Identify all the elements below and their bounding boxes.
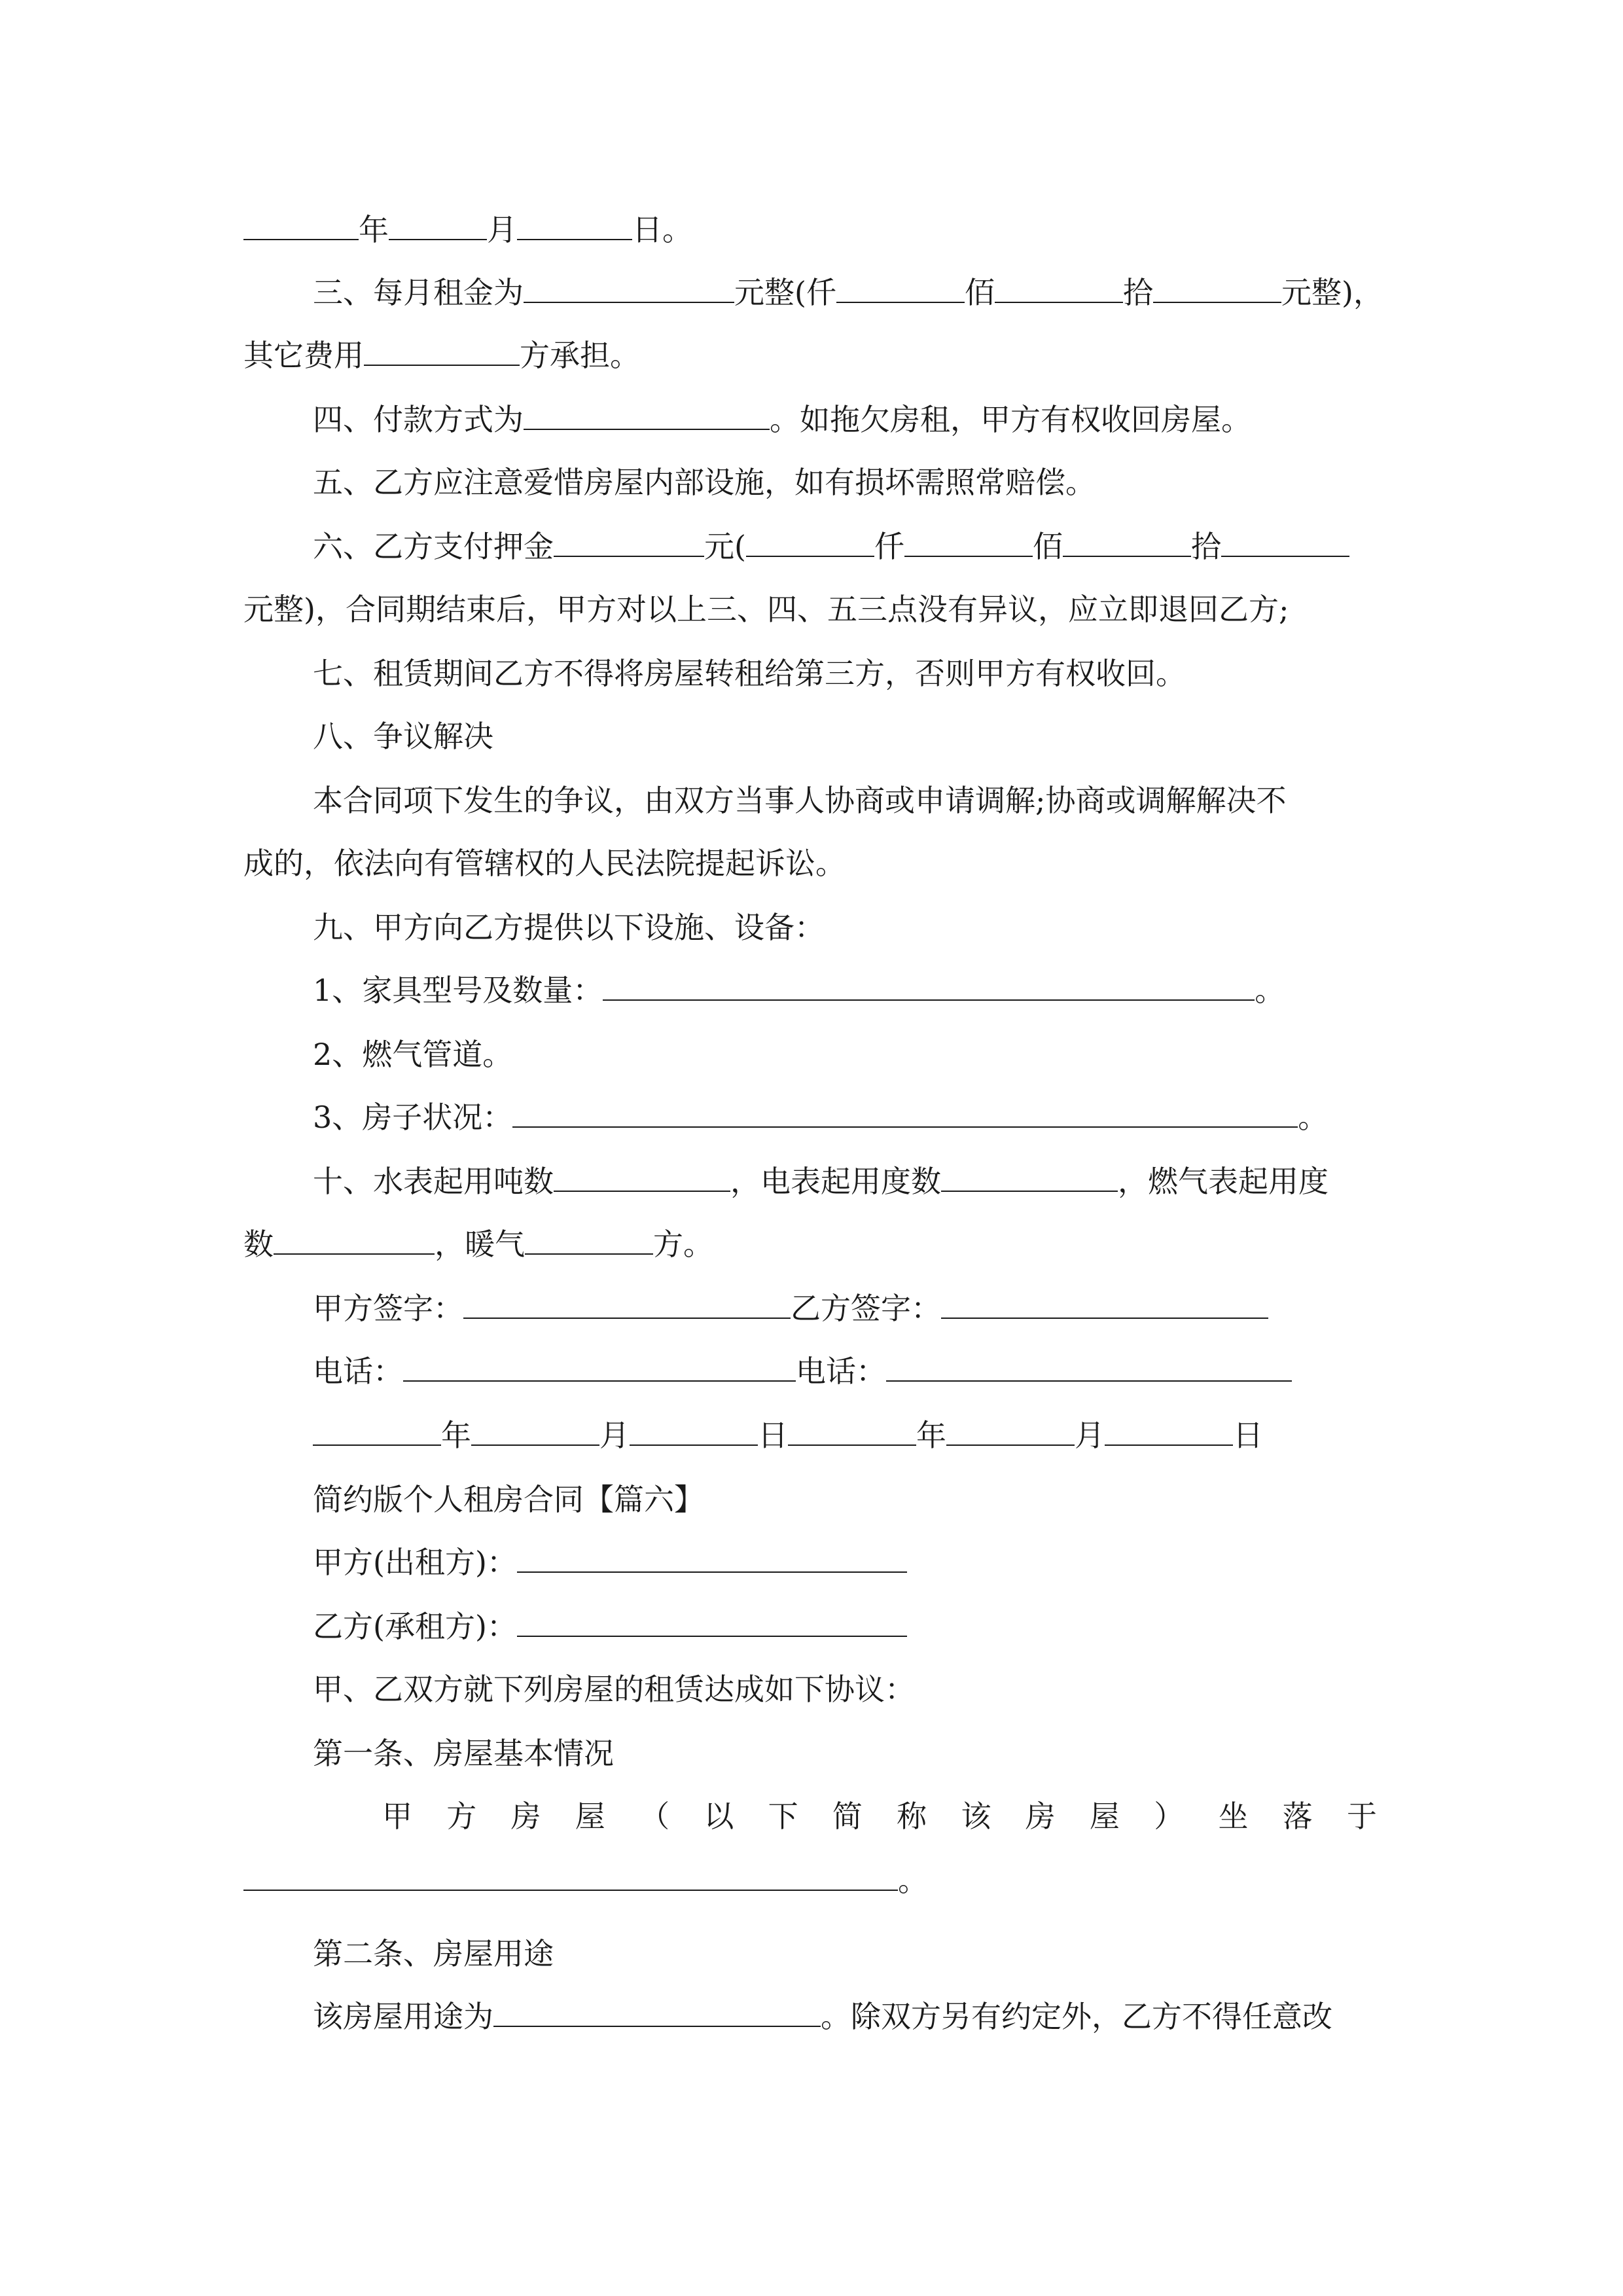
phone-line (313, 1348, 1292, 1394)
lessor-blank (517, 1543, 907, 1573)
party-a-phone-label: 电话： (313, 1354, 403, 1389)
item8-title: 八、争议解决 (313, 719, 493, 754)
year-blank (243, 210, 359, 240)
lessor-label: 甲方(出租方)： (313, 1545, 517, 1580)
meters-line-2 (243, 1221, 713, 1267)
deposit-blank (554, 527, 704, 557)
rent-shi: 拾 (1122, 275, 1153, 310)
day-label: 日。 (632, 212, 692, 247)
year-label: 年 (359, 212, 389, 247)
heating-unit: 方。 (653, 1227, 713, 1262)
furniture-end: 。 (1255, 973, 1285, 1008)
date-line (243, 207, 692, 253)
article1-title: 第一条、房屋基本情况 (313, 1736, 614, 1771)
party-a-sign-blank (463, 1289, 791, 1319)
deposit-qian-blank (746, 527, 874, 557)
deposit-shi-blank (1063, 527, 1191, 557)
payment-line (313, 397, 1251, 442)
address-end: 。 (898, 1863, 928, 1898)
section-title: 简约版个人租房合同【篇六】 (313, 1482, 704, 1517)
sign-year-blank-a (313, 1416, 441, 1446)
gas-pipe-line: 2、燃气管道。 (313, 1037, 513, 1072)
rent-bai: 佰 (964, 275, 995, 310)
party-b-phone-label: 电话： (796, 1354, 886, 1389)
payment-blank (524, 400, 770, 430)
rent-yuan: 元整(仟 (734, 275, 836, 310)
deposit-line-2: 元整)，合同期结束后，甲方对以上三、四、五三点没有异议，应立即退回乙方; (243, 592, 1289, 627)
rent-qian-blank (836, 273, 965, 303)
water-meter-label: 十、水表起用吨数 (313, 1164, 554, 1199)
signature-date-line (313, 1412, 1263, 1458)
water-meter-blank (554, 1162, 730, 1192)
house-condition-end: 。 (1298, 1100, 1329, 1135)
item7-line: 七、租赁期间乙方不得将房屋转租给第三方，否则甲方有权收回。 (313, 656, 1186, 691)
rent-blank (524, 273, 734, 303)
agreement-intro: 甲、乙双方就下列房屋的租赁达成如下协议： (313, 1672, 915, 1707)
heating-label: ，暖气 (435, 1227, 525, 1262)
article1-char: ） (1154, 1799, 1185, 1834)
sign-month-label-b: 月 (1075, 1418, 1105, 1453)
elec-meter-blank (941, 1162, 1118, 1192)
payment-suffix: 。如拖欠房租，甲方有权收回房屋。 (770, 402, 1251, 437)
house-condition-label: 3、房子状况： (313, 1100, 513, 1135)
signature-line (313, 1285, 1268, 1331)
house-condition-blank (512, 1098, 1298, 1128)
rent-shi-blank (1153, 273, 1281, 303)
sign-month-blank-a (471, 1416, 599, 1446)
article1-char: 下 (768, 1799, 798, 1834)
article1-char: 坐 (1218, 1799, 1249, 1834)
item9-title: 九、甲方向乙方提供以下设施、设备： (313, 910, 825, 945)
article1-char: 称 (897, 1799, 927, 1834)
meters-line (313, 1158, 1329, 1204)
party-b-sign-blank (941, 1289, 1268, 1319)
furniture-blank (603, 971, 1255, 1001)
sign-day-label-a: 日 (758, 1418, 788, 1453)
sign-year-blank-b (788, 1416, 916, 1446)
article1-char: 屋 (1089, 1799, 1120, 1834)
lessee-label: 乙方(承租方)： (313, 1609, 517, 1644)
lessee-blank (517, 1607, 907, 1637)
deposit-bai: 佰 (1032, 529, 1063, 564)
sign-month-blank-b (946, 1416, 1075, 1446)
sign-year-label-a: 年 (441, 1418, 471, 1453)
gas-meter-label: ，燃气表起用度 (1118, 1164, 1329, 1199)
article1-char: 屋 (575, 1799, 605, 1834)
deposit-line (313, 524, 1349, 569)
address-line (243, 1857, 928, 1903)
sign-day-blank-b (1105, 1416, 1233, 1446)
month-label: 月 (487, 212, 517, 247)
payment-prefix: 四、付款方式为 (313, 402, 524, 437)
party-a-phone-blank (403, 1352, 796, 1382)
deposit-yuan: 元( (704, 529, 746, 564)
rent-bai-blank (995, 273, 1123, 303)
party-a-sign-label: 甲方签字： (313, 1291, 463, 1326)
sign-month-label-a: 月 (599, 1418, 630, 1453)
lessor-line (313, 1539, 907, 1585)
rent-line (313, 270, 1383, 315)
article1-char: 落 (1282, 1799, 1313, 1834)
sign-year-label-b: 年 (916, 1418, 946, 1453)
other-fees-line (243, 332, 640, 378)
rent-prefix: 三、每月租金为 (313, 275, 524, 310)
article1-char: 方 (446, 1799, 477, 1834)
article1-spread-line (382, 1793, 1377, 1839)
article1-char: 于 (1346, 1799, 1377, 1834)
article1-char: 甲 (382, 1799, 412, 1834)
other-fees-prefix: 其它费用 (243, 338, 364, 373)
furniture-line (313, 967, 1285, 1013)
article1-char: 简 (832, 1799, 863, 1834)
article1-char: 房 (1025, 1799, 1056, 1834)
day-blank (517, 210, 632, 240)
purpose-blank (493, 1997, 821, 2027)
deposit-prefix: 六、乙方支付押金 (313, 529, 554, 564)
other-fees-suffix: 方承担。 (520, 338, 640, 373)
purpose-prefix: 该房屋用途为 (313, 1999, 493, 2034)
rent-suffix: 元整)， (1281, 275, 1383, 310)
furniture-label: 1、家具型号及数量： (313, 973, 603, 1008)
gas-meter-blank (274, 1225, 435, 1255)
purpose-suffix: 。除双方另有约定外，乙方不得任意改 (821, 1999, 1332, 2034)
article1-char: 房 (510, 1799, 541, 1834)
other-fees-blank (364, 336, 520, 366)
lessee-line (313, 1604, 907, 1649)
sign-day-blank-a (630, 1416, 758, 1446)
deposit-qian: 仟 (874, 529, 904, 564)
party-b-phone-blank (886, 1352, 1292, 1382)
heating-blank (525, 1225, 653, 1255)
item8-paragraph-2: 成的，依法向有管辖权的人民法院提起诉讼。 (243, 846, 846, 881)
elec-meter-label: ，电表起用度数 (730, 1164, 941, 1199)
month-blank (389, 210, 487, 240)
article2-title: 第二条、房屋用途 (313, 1936, 554, 1971)
party-b-sign-label: 乙方签字： (791, 1291, 941, 1326)
article1-char: 以 (704, 1799, 734, 1834)
article1-char: （ (639, 1799, 670, 1834)
deposit-tail-blank (1221, 527, 1349, 557)
item8-paragraph-1: 本合同项下发生的争议，由双方当事人协商或申请调解;协商或调解解决不 (313, 783, 1287, 818)
sign-day-label-b: 日 (1233, 1418, 1263, 1453)
address-blank (243, 1861, 898, 1891)
article1-char: 该 (961, 1799, 991, 1834)
purpose-line (313, 1994, 1332, 2039)
item5-line: 五、乙方应注意爱惜房屋内部设施，如有损坏需照常赔偿。 (313, 465, 1096, 500)
deposit-shi: 拾 (1190, 529, 1221, 564)
house-condition-line (313, 1094, 1328, 1140)
gas-meter-label-2: 数 (243, 1227, 274, 1262)
deposit-bai-blank (904, 527, 1033, 557)
